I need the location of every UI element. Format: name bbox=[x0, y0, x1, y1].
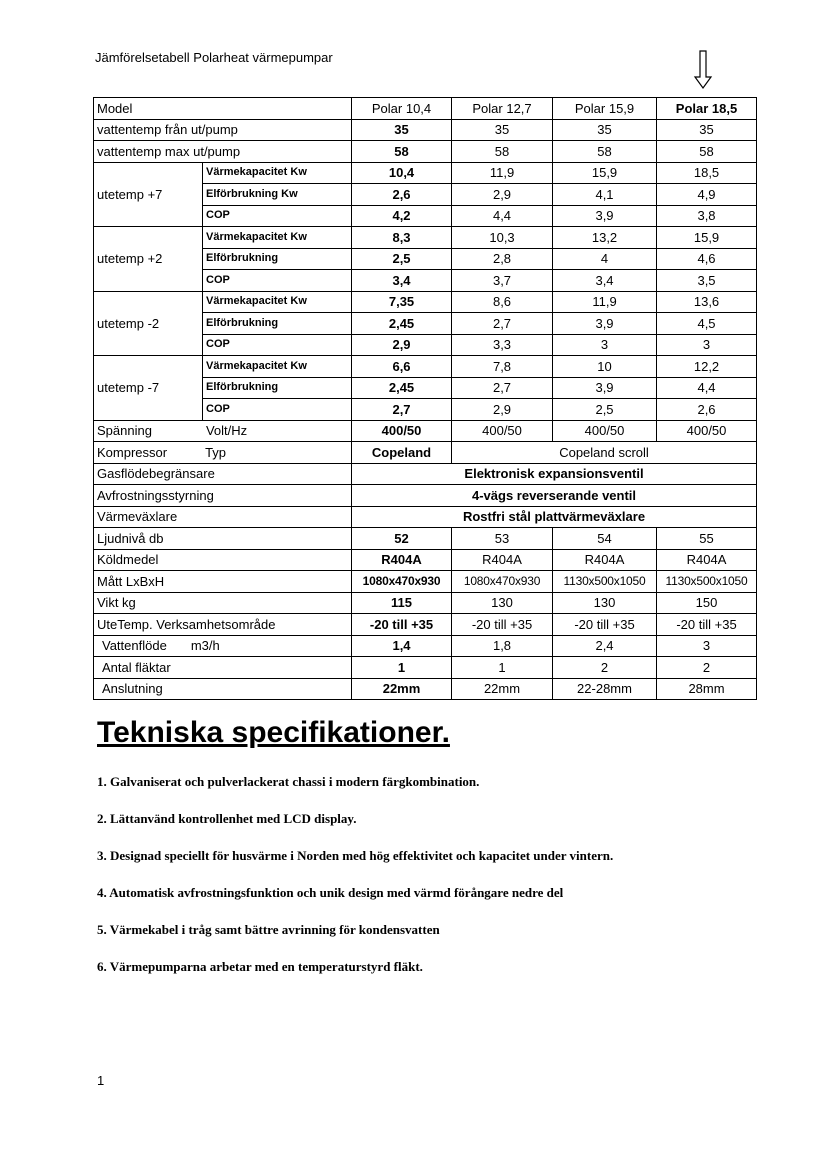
value-cell: 10 bbox=[553, 356, 657, 378]
row-label: vattentemp från ut/pump bbox=[94, 119, 352, 141]
value-cell: 15,9 bbox=[657, 227, 757, 249]
spec-list bbox=[97, 774, 797, 996]
sub-label: COP bbox=[203, 205, 352, 227]
table-row bbox=[94, 614, 757, 636]
value-cell: 35 bbox=[452, 119, 553, 141]
value-cell: 115 bbox=[352, 592, 452, 614]
spec-item: 6. Värmepumparna arbetar med en temperaturstyrd fläkt. bbox=[97, 959, 423, 974]
row-label: Mått LxBxH bbox=[94, 571, 352, 593]
value-cell: 4 bbox=[553, 248, 657, 270]
sub-label: Värmekapacitet Kw bbox=[203, 162, 352, 184]
sub-label: Värmekapacitet Kw bbox=[203, 227, 352, 249]
value-cell: 4,9 bbox=[657, 184, 757, 206]
value-cell: 58 bbox=[452, 141, 553, 163]
table-row bbox=[94, 571, 757, 593]
comparison-table bbox=[93, 97, 757, 700]
sub-label: Elförbrukning bbox=[203, 377, 352, 399]
table-row bbox=[94, 98, 757, 120]
value-cell: 3,7 bbox=[452, 270, 553, 292]
table-row bbox=[94, 592, 757, 614]
value-cell: 2,45 bbox=[352, 313, 452, 335]
value-cell: 3,4 bbox=[553, 270, 657, 292]
value-cell: 2 bbox=[553, 657, 657, 679]
value-cell: 55 bbox=[657, 528, 757, 550]
model-header: Polar 12,7 bbox=[452, 98, 553, 120]
model-header: Polar 15,9 bbox=[553, 98, 657, 120]
value-cell: 58 bbox=[553, 141, 657, 163]
value-cell: 13,6 bbox=[657, 291, 757, 313]
row-label bbox=[94, 635, 352, 657]
table-row bbox=[94, 420, 757, 442]
value-cell: 22-28mm bbox=[553, 678, 657, 700]
table-row bbox=[94, 506, 757, 528]
value-cell: 3 bbox=[657, 635, 757, 657]
down-arrow-icon bbox=[693, 50, 713, 90]
value-cell: 22mm bbox=[452, 678, 553, 700]
value-cell: 52 bbox=[352, 528, 452, 550]
spec-item: 4. Automatisk avfrostningsfunktion och unik design med värmd förångare nedre del bbox=[97, 885, 564, 900]
group-label: utetemp +7 bbox=[94, 162, 203, 227]
table-row bbox=[94, 227, 757, 249]
value-cell: 8,6 bbox=[452, 291, 553, 313]
value-cell: 4,1 bbox=[553, 184, 657, 206]
value-cell: -20 till +35 bbox=[352, 614, 452, 636]
value-cell: Copeland scroll bbox=[452, 442, 757, 464]
value-cell: 4,4 bbox=[452, 205, 553, 227]
value-cell: 3,9 bbox=[553, 313, 657, 335]
table-row bbox=[94, 485, 757, 507]
value-cell: 58 bbox=[352, 141, 452, 163]
value-cell: 2,9 bbox=[352, 334, 452, 356]
table-row bbox=[94, 356, 757, 378]
value-cell: 22mm bbox=[352, 678, 452, 700]
value-cell: Elektronisk expansionsventil bbox=[352, 463, 757, 485]
row-label bbox=[94, 420, 352, 442]
value-cell: 130 bbox=[452, 592, 553, 614]
table-row bbox=[94, 162, 757, 184]
value-cell: 35 bbox=[352, 119, 452, 141]
value-cell: 150 bbox=[657, 592, 757, 614]
row-label: Köldmedel bbox=[94, 549, 352, 571]
value-cell: 1 bbox=[352, 657, 452, 679]
sub-label: Elförbrukning bbox=[203, 313, 352, 335]
value-cell: 58 bbox=[657, 141, 757, 163]
value-cell: 6,6 bbox=[352, 356, 452, 378]
value-cell: 18,5 bbox=[657, 162, 757, 184]
value-cell: 10,3 bbox=[452, 227, 553, 249]
value-cell: 3,8 bbox=[657, 205, 757, 227]
value-cell: 35 bbox=[657, 119, 757, 141]
value-cell: 4-vägs reverserande ventil bbox=[352, 485, 757, 507]
value-cell: 2,5 bbox=[553, 399, 657, 421]
value-cell: 1080x470x930 bbox=[352, 571, 452, 593]
label-text: Spänning bbox=[97, 423, 152, 439]
table-row bbox=[94, 119, 757, 141]
section-title: Tekniska specifikationer. bbox=[97, 716, 450, 749]
row-label: Avfrostningsstyrning bbox=[94, 485, 352, 507]
row-label: Värmeväxlare bbox=[94, 506, 352, 528]
table-row bbox=[94, 291, 757, 313]
sub-label: COP bbox=[203, 270, 352, 292]
value-cell: R404A bbox=[657, 549, 757, 571]
value-cell: 54 bbox=[553, 528, 657, 550]
sub-label: Värmekapacitet Kw bbox=[203, 356, 352, 378]
value-cell: 2,6 bbox=[352, 184, 452, 206]
value-cell: 10,4 bbox=[352, 162, 452, 184]
sub-label: Elförbrukning bbox=[203, 248, 352, 270]
value-cell: 3,9 bbox=[553, 205, 657, 227]
document-header: Jämförelsetabell Polarheat värmepumpar bbox=[95, 50, 333, 65]
value-cell: 2,9 bbox=[452, 399, 553, 421]
value-cell: 2,7 bbox=[452, 313, 553, 335]
value-cell: 2,5 bbox=[352, 248, 452, 270]
value-cell: R404A bbox=[553, 549, 657, 571]
value-cell: 2,8 bbox=[452, 248, 553, 270]
value-cell: 3 bbox=[657, 334, 757, 356]
value-cell: -20 till +35 bbox=[553, 614, 657, 636]
value-cell: 3,3 bbox=[452, 334, 553, 356]
spec-item: 2. Lättanvänd kontrollenhet med LCD display. bbox=[97, 811, 357, 826]
model-header: Polar 18,5 bbox=[657, 98, 757, 120]
value-cell: 2,7 bbox=[452, 377, 553, 399]
sub-label: COP bbox=[203, 334, 352, 356]
row-label: Vikt kg bbox=[94, 592, 352, 614]
value-cell: 400/50 bbox=[452, 420, 553, 442]
value-cell: 3,4 bbox=[352, 270, 452, 292]
row-label bbox=[94, 442, 352, 464]
sub-label: COP bbox=[203, 399, 352, 421]
page-number: 1 bbox=[97, 1073, 105, 1088]
spec-item: 1. Galvaniserat och pulverlackerat chassi i modern färgkombination. bbox=[97, 774, 480, 789]
value-cell: Copeland bbox=[352, 442, 452, 464]
value-cell: 12,2 bbox=[657, 356, 757, 378]
value-cell: Rostfri stål plattvärmeväxlare bbox=[352, 506, 757, 528]
label-text: Vattenflöde bbox=[102, 638, 167, 654]
model-header: Polar 10,4 bbox=[352, 98, 452, 120]
value-cell: 2,45 bbox=[352, 377, 452, 399]
value-cell: 400/50 bbox=[553, 420, 657, 442]
row-label: Anslutning bbox=[94, 678, 352, 700]
value-cell: 3 bbox=[553, 334, 657, 356]
value-cell: -20 till +35 bbox=[452, 614, 553, 636]
table-row bbox=[94, 528, 757, 550]
table-row bbox=[94, 657, 757, 679]
value-cell: 1130x500x1050 bbox=[657, 571, 757, 593]
row-label: Antal fläktar bbox=[94, 657, 352, 679]
value-cell: R404A bbox=[452, 549, 553, 571]
spec-item: 5. Värmekabel i tråg samt bättre avrinning för kondensvatten bbox=[97, 922, 440, 937]
unit-text: Typ bbox=[205, 444, 227, 460]
value-cell: 4,4 bbox=[657, 377, 757, 399]
value-cell: -20 till +35 bbox=[657, 614, 757, 636]
value-cell: 130 bbox=[553, 592, 657, 614]
spec-item: 3. Designad speciellt för husvärme i Norden med hög effektivitet och kapacitet under vintern. bbox=[97, 848, 614, 863]
value-cell: 2 bbox=[657, 657, 757, 679]
table-row bbox=[94, 141, 757, 163]
value-cell: 7,35 bbox=[352, 291, 452, 313]
value-cell: 15,9 bbox=[553, 162, 657, 184]
value-cell: 2,9 bbox=[452, 184, 553, 206]
row-label: UteTemp. Verksamhetsområde bbox=[94, 614, 352, 636]
value-cell: 1 bbox=[452, 657, 553, 679]
sub-label: Elförbrukning Kw bbox=[203, 184, 352, 206]
value-cell: 7,8 bbox=[452, 356, 553, 378]
value-cell: 11,9 bbox=[553, 291, 657, 313]
value-cell: 2,6 bbox=[657, 399, 757, 421]
group-label: utetemp +2 bbox=[94, 227, 203, 292]
row-label: Gasflödebegränsare bbox=[94, 463, 352, 485]
value-cell: 4,6 bbox=[657, 248, 757, 270]
value-cell: 4,2 bbox=[352, 205, 452, 227]
group-label: utetemp -7 bbox=[94, 356, 203, 421]
value-cell: 13,2 bbox=[553, 227, 657, 249]
value-cell: 35 bbox=[553, 119, 657, 141]
value-cell: 400/50 bbox=[657, 420, 757, 442]
unit-text: Volt/Hz bbox=[205, 423, 248, 439]
value-cell: 400/50 bbox=[352, 420, 452, 442]
group-label: utetemp -2 bbox=[94, 291, 203, 356]
table-row bbox=[94, 442, 757, 464]
table-row bbox=[94, 635, 757, 657]
value-cell: 2,7 bbox=[352, 399, 452, 421]
table-row bbox=[94, 463, 757, 485]
value-cell: 28mm bbox=[657, 678, 757, 700]
value-cell: 4,5 bbox=[657, 313, 757, 335]
sub-label: Värmekapacitet Kw bbox=[203, 291, 352, 313]
value-cell: 8,3 bbox=[352, 227, 452, 249]
value-cell: 1130x500x1050 bbox=[553, 571, 657, 593]
row-label: Model bbox=[94, 98, 352, 120]
value-cell: 11,9 bbox=[452, 162, 553, 184]
value-cell: 3,9 bbox=[553, 377, 657, 399]
label-text: Kompressor bbox=[97, 444, 168, 460]
value-cell: 1,4 bbox=[352, 635, 452, 657]
value-cell: 1,8 bbox=[452, 635, 553, 657]
unit-text: m3/h bbox=[190, 638, 220, 654]
row-label: Ljudnivå db bbox=[94, 528, 352, 550]
table-row bbox=[94, 549, 757, 571]
value-cell: R404A bbox=[352, 549, 452, 571]
table-row bbox=[94, 678, 757, 700]
value-cell: 2,4 bbox=[553, 635, 657, 657]
value-cell: 1080x470x930 bbox=[452, 571, 553, 593]
row-label: vattentemp max ut/pump bbox=[94, 141, 352, 163]
value-cell: 3,5 bbox=[657, 270, 757, 292]
value-cell: 53 bbox=[452, 528, 553, 550]
